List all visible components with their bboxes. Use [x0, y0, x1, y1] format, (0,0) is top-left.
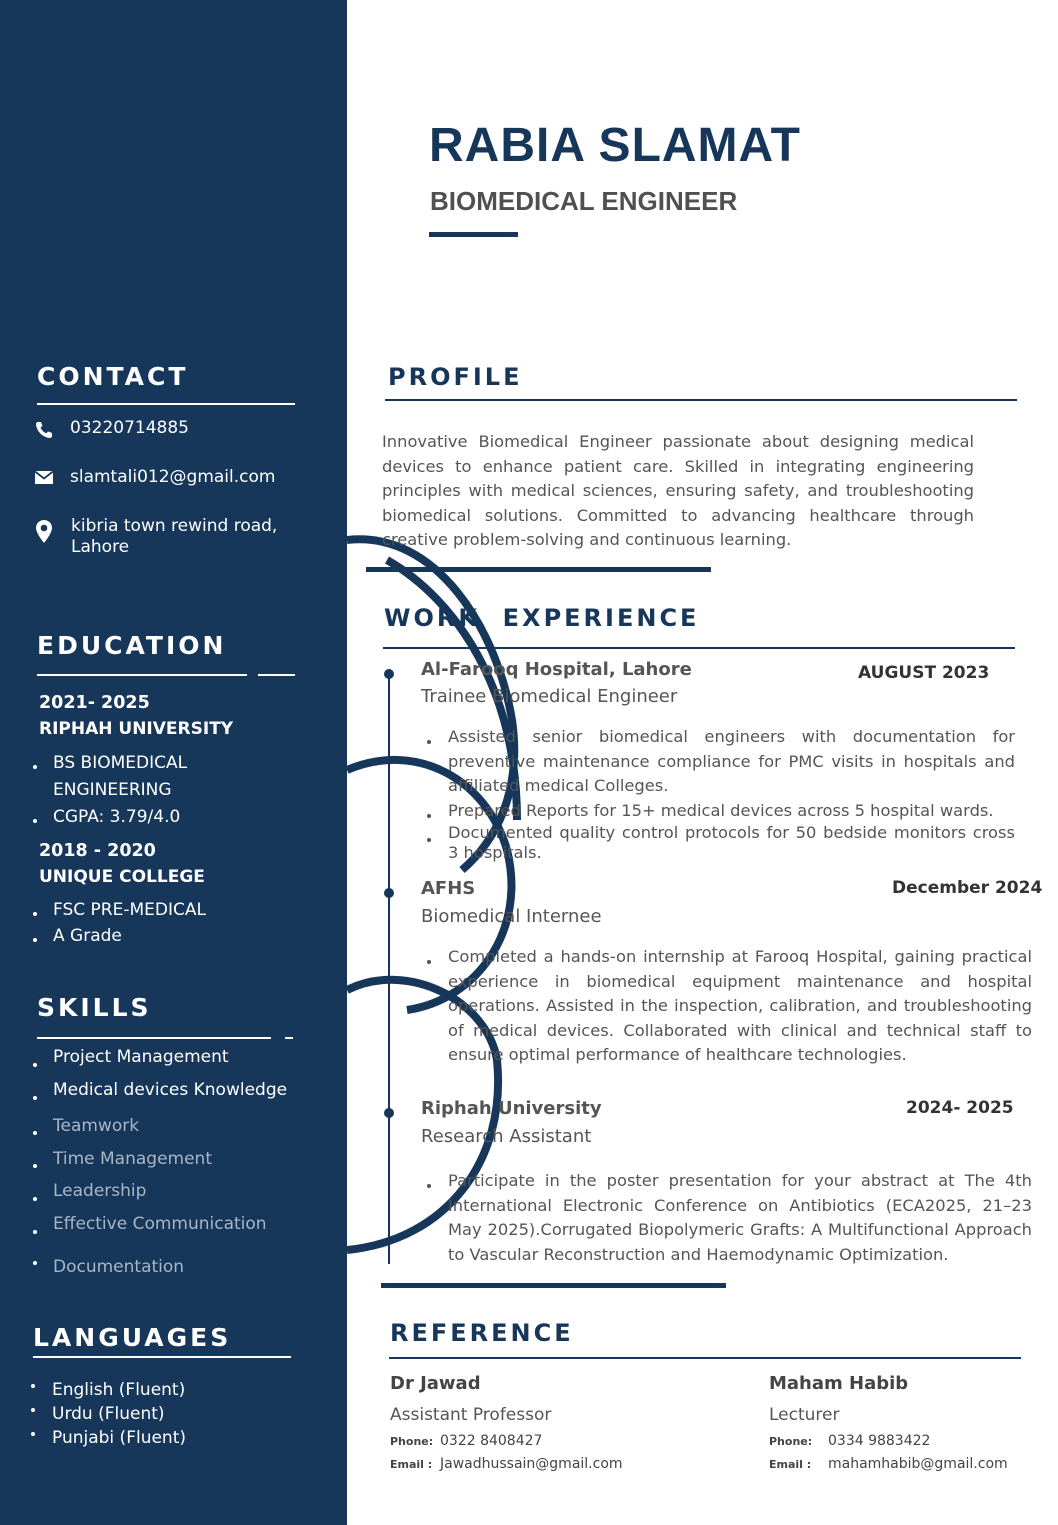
job-bullet-text: Completed a hands-on internship at Farooq Hospital, gaining practical experience in biomedical equipment maintenance and hospital operations. Assisted in the inspection, calibration, and troubleshooting of medical devices. Collaborated with clinical and technical staff to ensure optimal performance of healthcare technologies. [448, 947, 1032, 1064]
bullet [33, 1096, 37, 1100]
work-heading: WORK EXPERIENCE [384, 604, 700, 632]
job-role: Trainee Biomedical Engineer [421, 686, 678, 707]
contact-heading: CONTACT [37, 362, 189, 391]
education-years: 2021- 2025 [39, 693, 150, 713]
job-bullet-text: Prepared Reports for 15+ medical devices across 5 hospital wards. [448, 801, 994, 820]
job-date: 2024- 2025 [906, 1098, 1014, 1118]
timeline-dot [384, 1108, 394, 1118]
phone-icon [34, 420, 54, 440]
bullet [427, 814, 431, 818]
education-years: 2018 - 2020 [39, 841, 156, 861]
profile-heading: PROFILE [388, 363, 523, 391]
job-role: Biomedical Internee [421, 906, 602, 927]
reference-role: Assistant Professor [390, 1405, 552, 1425]
education-item: BS BIOMEDICAL [53, 753, 188, 773]
sidebar [0, 0, 347, 1525]
job-org: AFHS [421, 878, 476, 899]
language-item: Punjabi (Fluent) [52, 1428, 186, 1448]
skill-item: Teamwork [53, 1116, 140, 1136]
skill-item: Documentation [53, 1257, 185, 1277]
job-bullet-text: Participate in the poster presentation for your abstract at The 4th International Electronic Conference on Antibiotics (ECA2025, 21–23 May 2025).Corrugated Biopolymeric Grafts: A Multifunctional Approach to Vascular Reconstruction and Haemodynamic Optimization. [448, 1171, 1032, 1264]
education-item: A Grade [53, 926, 122, 946]
skill-item: Leadership [53, 1181, 147, 1201]
candidate-title: BIOMEDICAL ENGINEER [430, 186, 738, 216]
job-date: December 2024 [892, 878, 1043, 898]
bullet [31, 1432, 35, 1436]
languages-heading: LANGUAGES [33, 1323, 232, 1352]
education-item: CGPA: 3.79/4.0 [53, 807, 181, 827]
skill-item: Medical devices Knowledge [53, 1080, 288, 1100]
bullet [33, 912, 37, 916]
reference-name: Maham Habib [769, 1373, 909, 1394]
candidate-name: RABIA SLAMAT [429, 119, 801, 172]
job-org: Al-Farooq Hospital, Lahore [421, 659, 692, 680]
bullet [33, 1197, 37, 1201]
skills-heading: SKILLS [37, 993, 152, 1022]
timeline-line [388, 672, 390, 1264]
education-item: FSC PRE-MEDICAL [53, 900, 206, 920]
work-bottom-bar [381, 1283, 726, 1288]
bullet [427, 960, 431, 964]
mail-icon [34, 470, 54, 485]
language-item: Urdu (Fluent) [52, 1404, 165, 1424]
education-item: ENGINEERING [53, 780, 172, 800]
reference-phone-label: Phone: [769, 1435, 813, 1448]
reference-role: Lecturer [769, 1405, 840, 1425]
profile-bottom-bar [366, 567, 711, 572]
reference-phone[interactable]: 0322 8408427 [440, 1433, 543, 1449]
education-school: RIPHAH UNIVERSITY [39, 719, 234, 739]
timeline-dot [384, 888, 394, 898]
job-org: Riphah University [421, 1098, 602, 1119]
bullet [33, 1063, 37, 1067]
title-underline [429, 232, 518, 237]
contact-divider [37, 403, 295, 405]
bullet [427, 838, 431, 842]
skills-divider [37, 1037, 271, 1039]
bullet [33, 1261, 37, 1265]
reference-divider [389, 1357, 1021, 1359]
education-school: UNIQUE COLLEGE [39, 867, 205, 887]
reference-phone-label: Phone: [390, 1435, 434, 1448]
reference-phone[interactable]: 0334 9883422 [828, 1433, 931, 1449]
work-divider [383, 647, 1015, 649]
bullet [427, 1184, 431, 1188]
language-item: English (Fluent) [52, 1380, 186, 1400]
job-bullet-text: Assisted senior biomedical engineers with documentation for preventive maintenance compliance for PMC visits in hospitals and affiliated medical Colleges. [448, 727, 1015, 795]
profile-text: Innovative Biomedical Engineer passionate about designing medical devices to enhance patient care. Skilled in integrating engineering principles with medical sciences, ensuring safety, and troubleshooting biomedical solutions. Committed to advancing healthcare through creative problem-solving and continuous learning. [382, 432, 974, 549]
reference-email-label: Email : [769, 1458, 812, 1471]
bullet [33, 1164, 37, 1168]
education-divider [37, 674, 247, 676]
bullet [33, 1230, 37, 1234]
bullet [33, 938, 37, 942]
education-divider-dash [258, 674, 295, 676]
languages-divider [33, 1356, 291, 1358]
job-date: AUGUST 2023 [858, 663, 990, 683]
skill-item: Effective Communication [53, 1214, 267, 1234]
skill-item: Project Management [53, 1047, 229, 1067]
education-heading: EDUCATION [37, 631, 227, 660]
skill-item: Time Management [53, 1149, 212, 1169]
contact-email[interactable]: slamtali012@gmail.com [70, 467, 276, 487]
bullet [33, 765, 37, 769]
reference-email[interactable]: mahamhabib@gmail.com [828, 1456, 1008, 1472]
contact-address-line1: kibria town rewind road, [71, 516, 278, 536]
reference-heading: REFERENCE [390, 1319, 574, 1347]
reference-email[interactable]: Jawadhussain@gmail.com [440, 1456, 623, 1472]
job-role: Research Assistant [421, 1126, 592, 1147]
bullet [33, 1131, 37, 1135]
bullet [31, 1384, 35, 1388]
bullet [33, 819, 37, 823]
job-bullet-text: Documented quality control protocols for 50 bedside monitors cross 3 hospitals. [448, 823, 1015, 862]
profile-divider [385, 399, 1017, 401]
contact-address-line2: Lahore [71, 537, 130, 557]
timeline-dot [384, 669, 394, 679]
bullet [427, 740, 431, 744]
skills-divider-dash [285, 1037, 293, 1039]
reference-email-label: Email : [390, 1458, 433, 1471]
location-pin-icon [35, 519, 53, 544]
reference-name: Dr Jawad [390, 1373, 481, 1394]
contact-phone[interactable]: 03220714885 [70, 418, 189, 438]
bullet [31, 1408, 35, 1412]
